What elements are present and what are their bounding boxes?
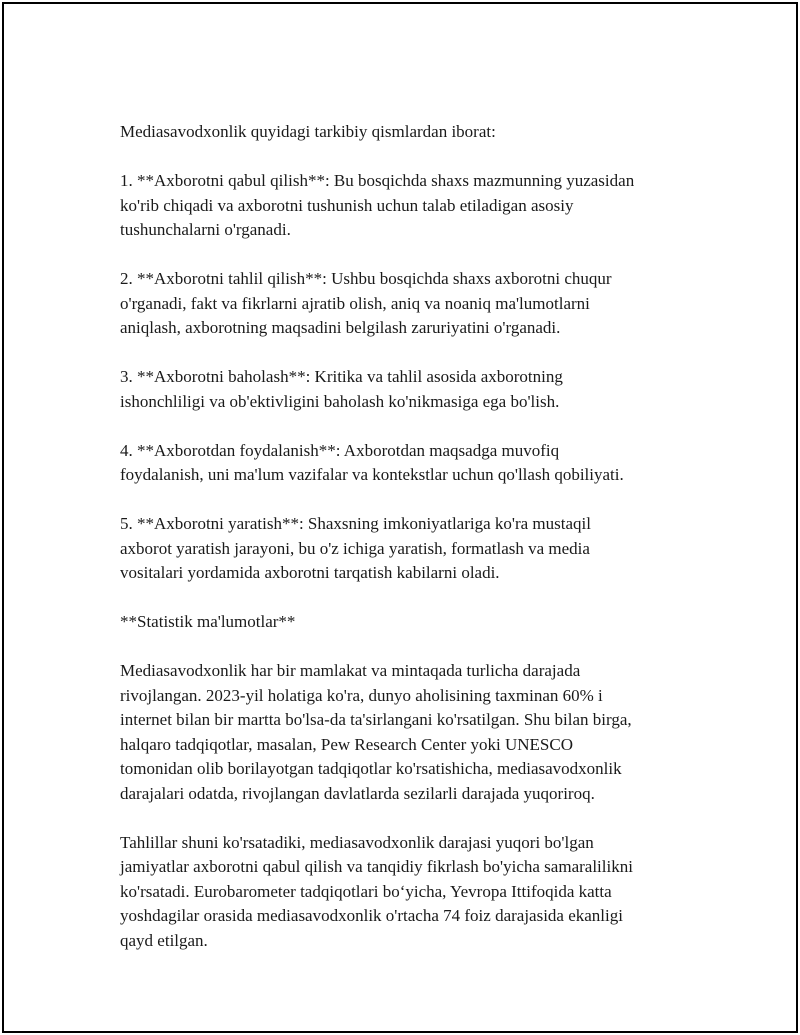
paragraph-line: qayd etilgan. [120,930,208,950]
page-frame [2,2,798,1033]
list-item-line: o'rganadi, fakt va fikrlarni ajratib olish, aniq va noaniq ma'lumotlarni [120,293,590,313]
list-item-line: 3. **Axborotni baholash**: Kritika va tahlil asosida axborotning [120,367,563,386]
document-body [120,120,690,978]
paragraph-line: Mediasavodxonlik har bir mamlakat va mintaqada turlicha darajada [120,661,581,680]
list-item-1 [120,169,690,243]
stats-paragraph-2 [120,831,690,954]
list-item-line: aniqlash, axborotning maqsadini belgilash zaruriyatini o'rganadi. [120,318,561,337]
list-item-line: 2. **Axborotni tahlil qilish**: Ushbu bosqichda shaxs axborotni chuqur [120,269,612,288]
list-item-line: ko'rib chiqadi va axborotni tushunish uchun talab etiladigan asosiy [120,195,574,215]
list-item-4 [120,439,690,488]
stats-heading-text: **Statistik ma'lumotlar** [120,612,296,631]
list-item-line: foydalanish, uni ma'lum vazifalar va kontekstlar uchun qo'llash qobiliyati. [120,465,624,484]
paragraph-line: Tahlillar shuni ko'rsatadiki, mediasavodxonlik darajasi yuqori bo'lgan [120,832,594,852]
stats-heading [120,610,690,635]
paragraph-line: rivojlangan. 2023-yil holatiga ko'ra, dunyo aholisining taxminan 60% i [120,685,603,705]
list-item-line: 4. **Axborotdan foydalanish**: Axborotdan maqsadga muvofiq [120,440,560,460]
paragraph-line: internet bilan bir martta bo'lsa-da ta'sirlangani ko'rsatilgan. Shu bilan birga, [120,710,632,729]
list-item-line: tushunchalarni o'rganadi. [120,220,291,239]
paragraph-line: ko'rsatadi. Eurobarometer tadqiqotlari bo‘yicha, Yevropa Ittifoqida katta [120,881,612,901]
intro-paragraph [120,120,690,145]
list-item-line: 1. **Axborotni qabul qilish**: Bu bosqichda shaxs mazmunning yuzasidan [120,171,635,190]
list-item-line: ishonchliligi va ob'ektivligini baholash ko'nikmasiga ega bo'lish. [120,391,560,411]
paragraph-line: halqaro tadqiqotlar, masalan, Pew Research Center yoki UNESCO [120,734,574,754]
paragraph-line: jamiyatlar axborotni qabul qilish va tanqidiy fikrlash bo'yicha samaralilikni [120,857,633,876]
stats-paragraph-1 [120,659,690,806]
list-item-5 [120,512,690,586]
list-item-line: 5. **Axborotni yaratish**: Shaxsning imkoniyatlariga ko'ra mustaqil [120,514,591,533]
paragraph-line: tomonidan olib borilayotgan tadqiqotlar ko'rsatishicha, mediasavodxonlik [120,759,622,778]
paragraph-line: yoshdagilar orasida mediasavodxonlik o'rtacha 74 foiz darajasida ekanligi [120,906,623,925]
list-item-line: vositalari yordamida axborotni tarqatish kabilarni oladi. [120,563,500,582]
paragraph-line: darajalari odatda, rivojlangan davlatlarda sezilarli darajada yuqoriroq. [120,783,595,803]
list-item-3 [120,365,690,414]
list-item-line: axborot yaratish jarayoni, bu o'z ichiga yaratish, formatlash va media [120,538,590,558]
list-item-2 [120,267,690,341]
intro-line: Mediasavodxonlik quyidagi tarkibiy qismlardan iborat: [120,122,496,141]
